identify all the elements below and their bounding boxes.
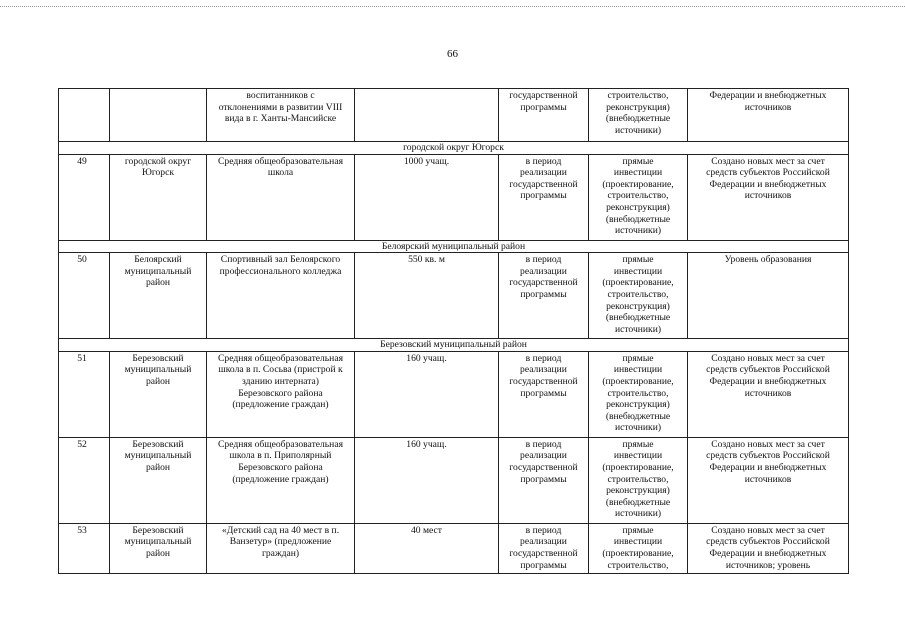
cell-municipality: Березовский муниципальный район xyxy=(110,351,207,437)
table-row xyxy=(59,253,849,339)
cell-capacity: 1000 учащ. xyxy=(355,154,499,240)
cell-num xyxy=(59,89,110,142)
cell-mechanism: прямые инвестиции (проектирование, строительство, xyxy=(589,523,688,573)
cell-result: Создано новых мест за счет средств субъектов Российской Федерации и внебюджетных источников xyxy=(688,351,849,437)
table-row xyxy=(59,351,849,437)
cell-mechanism: прямые инвестиции (проектирование, строительство, реконструкция) (внебюджетные источники) xyxy=(589,351,688,437)
cell-mechanism: строительство, реконструкция) (внебюджетные источники) xyxy=(589,89,688,142)
page-number: 66 xyxy=(447,48,458,60)
table-row xyxy=(59,437,849,523)
cell-mechanism: прямые инвестиции (проектирование, строительство, реконструкция) (внебюджетные источники) xyxy=(589,154,688,240)
cell-result: Создано новых мест за счет средств субъектов Российской Федерации и внебюджетных источников; уровень xyxy=(688,523,849,573)
cell-municipality: Белоярский муниципальный район xyxy=(110,253,207,339)
cell-result: Уровень образования xyxy=(688,253,849,339)
cell-num: 50 xyxy=(59,253,110,339)
cell-period: в период реализации государственной программы xyxy=(499,523,589,573)
cell-result: Федерации и внебюджетных источников xyxy=(688,89,849,142)
section-title: Белоярский муниципальный район xyxy=(59,240,849,253)
cell-object: Средняя общеобразовательная школа в п. Сосьва (пристрой к зданию интерната) Березовского района (предложение граждан) xyxy=(207,351,355,437)
table-row xyxy=(59,523,849,573)
cell-period: в период реализации государственной программы xyxy=(499,154,589,240)
section-title: городской округ Югорск xyxy=(59,142,849,155)
section-header-row xyxy=(59,339,849,352)
cell-num: 53 xyxy=(59,523,110,573)
cell-mechanism: прямые инвестиции (проектирование, строительство, реконструкция) (внебюджетные источники) xyxy=(589,253,688,339)
cell-num: 52 xyxy=(59,437,110,523)
section-title: Березовский муниципальный район xyxy=(59,339,849,352)
table-row-continuation xyxy=(59,89,849,142)
cell-object: Средняя общеобразовательная школа xyxy=(207,154,355,240)
cell-object: «Детский сад на 40 мест в п. Ванзетур» (предложение граждан) xyxy=(207,523,355,573)
cell-capacity: 40 мест xyxy=(355,523,499,573)
cell-object: Спортивный зал Белоярского профессионального колледжа xyxy=(207,253,355,339)
cell-capacity: 550 кв. м xyxy=(355,253,499,339)
cell-capacity: 160 учащ. xyxy=(355,437,499,523)
cell-period: государственной программы xyxy=(499,89,589,142)
cell-num: 49 xyxy=(59,154,110,240)
investment-objects-table xyxy=(58,88,849,574)
cell-result: Создано новых мест за счет средств субъектов Российской Федерации и внебюджетных источников xyxy=(688,154,849,240)
cell-result: Создано новых мест за счет средств субъектов Российской Федерации и внебюджетных источников xyxy=(688,437,849,523)
scan-edge-line xyxy=(0,6,905,7)
section-header-row xyxy=(59,142,849,155)
cell-mechanism: прямые инвестиции (проектирование, строительство, реконструкция) (внебюджетные источники) xyxy=(589,437,688,523)
cell-object: воспитанников с отклонениями в развитии VIII вида в г. Ханты-Мансийске xyxy=(207,89,355,142)
cell-num: 51 xyxy=(59,351,110,437)
cell-capacity: 160 учащ. xyxy=(355,351,499,437)
cell-period: в период реализации государственной программы xyxy=(499,351,589,437)
cell-period: в период реализации государственной программы xyxy=(499,437,589,523)
cell-object: Средняя общеобразовательная школа в п. Приполярный Березовского района (предложение граждан) xyxy=(207,437,355,523)
section-header-row xyxy=(59,240,849,253)
table-row xyxy=(59,154,849,240)
cell-municipality xyxy=(110,89,207,142)
cell-municipality: Березовский муниципальный район xyxy=(110,523,207,573)
cell-municipality: Березовский муниципальный район xyxy=(110,437,207,523)
cell-municipality: городской округ Югорск xyxy=(110,154,207,240)
cell-capacity xyxy=(355,89,499,142)
cell-period: в период реализации государственной программы xyxy=(499,253,589,339)
